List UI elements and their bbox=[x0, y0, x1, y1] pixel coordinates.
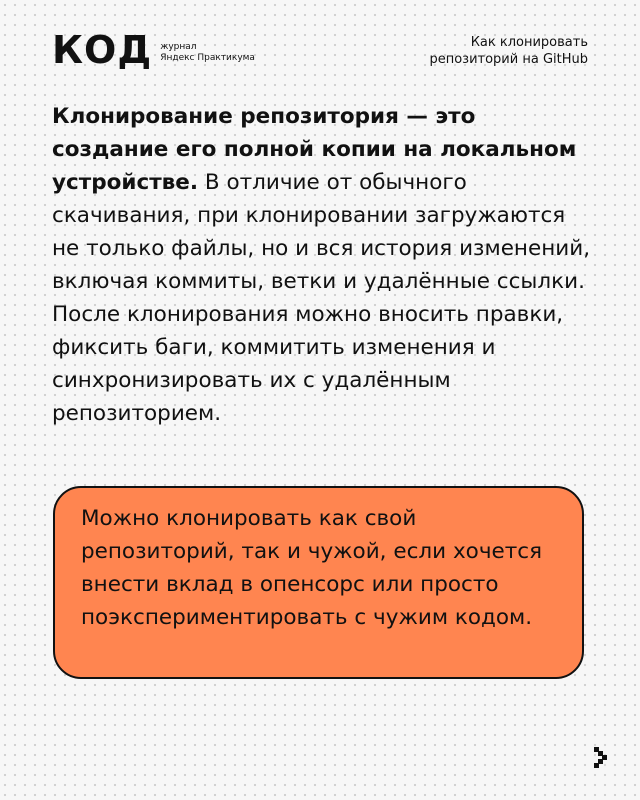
topic-title bbox=[368, 34, 588, 68]
topic-title-line-1: Как клонировать bbox=[470, 35, 588, 50]
chevron-right-icon[interactable] bbox=[588, 745, 612, 769]
lead-sentence: Клонирование репозитория — это создание его полной копии на локальном устройстве. bbox=[52, 104, 577, 195]
logo-subtitle-line-2: Яндекс Практикума bbox=[160, 53, 255, 63]
topic-title-line-2: репозиторий на GitHub bbox=[429, 52, 588, 67]
logo-wordmark: КОД bbox=[52, 28, 153, 72]
logo bbox=[52, 30, 255, 70]
main-paragraph bbox=[52, 100, 592, 430]
header bbox=[52, 30, 588, 78]
logo-subtitle bbox=[160, 42, 255, 64]
callout-text: Можно клонировать как свой репозиторий, так и чужой, если хочется внести вклад в опенсорс или просто поэкспериментировать с чужим кодом. bbox=[81, 506, 543, 630]
body-text: В отличие от обычного скачивания, при клонировании загружаются не только файлы, но и вся история изменений, включая коммиты, ветки и удалённые ссылки. После клонирования можно вносить правки, фиксить баги, коммитить изменения и синхронизировать их с удалённым репозиторием. bbox=[52, 170, 591, 426]
callout-box bbox=[53, 486, 584, 679]
logo-subtitle-line-1: журнал bbox=[160, 42, 197, 52]
